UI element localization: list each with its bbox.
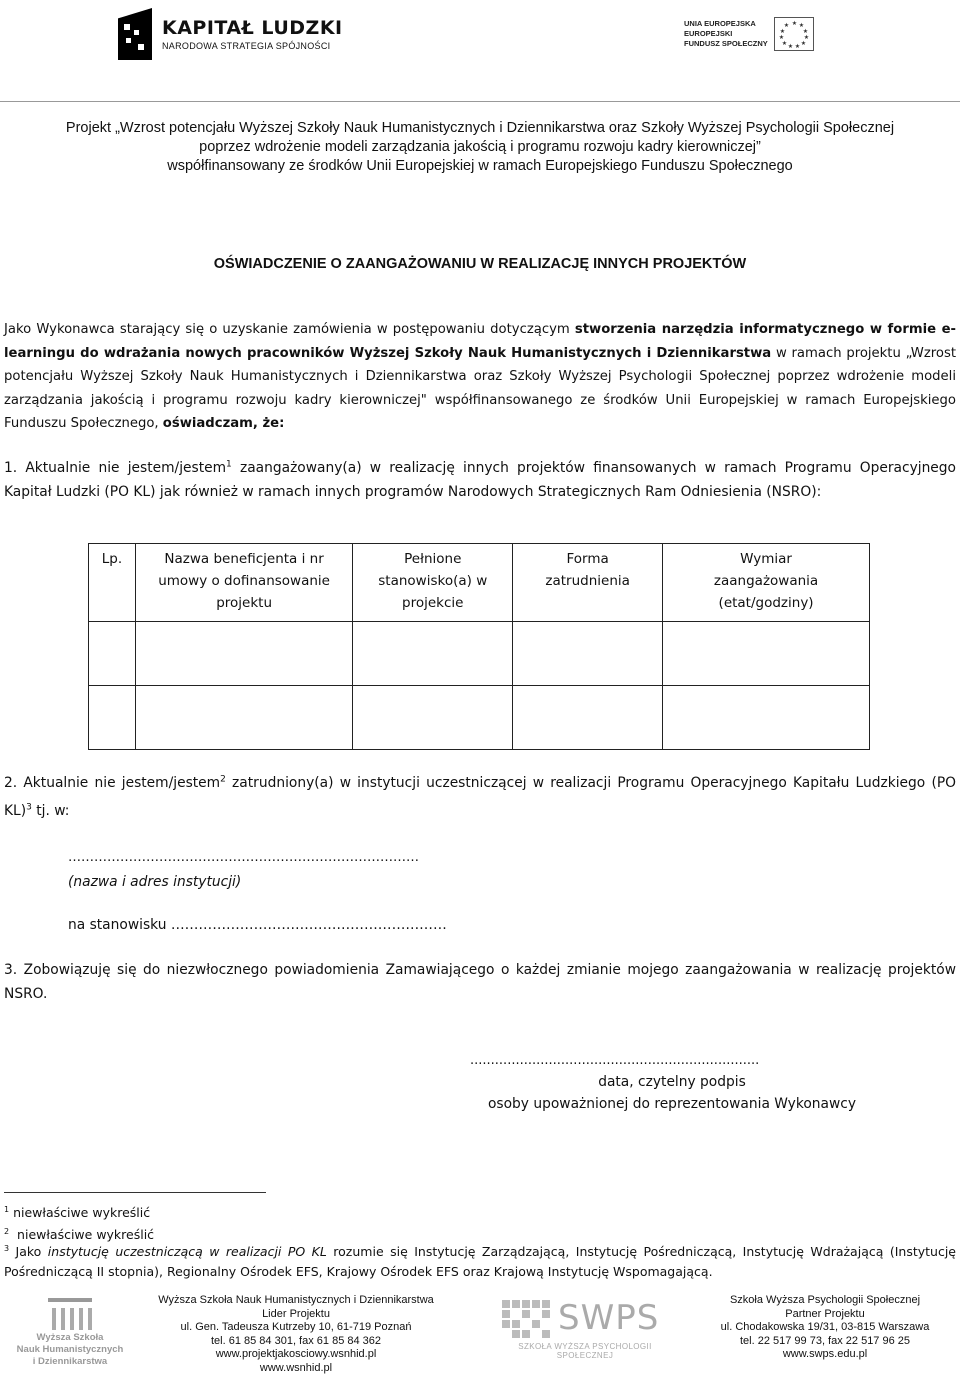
partner-phone: tel. 22 517 99 73, fax 22 517 96 25 <box>739 1334 911 1347</box>
leader-url[interactable]: www.wsnhid.pl <box>259 1361 333 1374</box>
institution-label: (nazwa i adres instytucji) <box>68 874 242 890</box>
table-cell[interactable] <box>513 622 663 686</box>
wsnhid-logo-line1: Wyższa Szkoła <box>36 1332 104 1343</box>
building-icon <box>48 1298 92 1328</box>
table-row <box>89 686 870 750</box>
footnote-3 <box>4 1242 956 1282</box>
intro-text-1: Jako Wykonawca starający się o uzyskanie zamówienia w postępowaniu dotyczącym <box>4 322 575 337</box>
signature-label-1: data, czytelny podpis <box>598 1074 746 1090</box>
swps-logo-word: SWPS <box>558 1298 660 1338</box>
eu-flag-icon: ★ ★ ★ ★ ★ ★ ★ ★ ★ ★ ★ <box>774 17 814 51</box>
footnote-3-number: 3 <box>4 1243 10 1253</box>
leader-phone: tel. 61 85 84 301, fax 61 85 84 362 <box>210 1334 382 1347</box>
ue-logo-line3: FUNDUSZ SPOŁECZNY <box>684 39 768 48</box>
swps-emblem-icon <box>502 1300 554 1338</box>
footnote-1-text: niewłaściwe wykreślić <box>13 1205 151 1220</box>
table-cell[interactable] <box>89 686 136 750</box>
project-header-line3: współfinansowany ze środków Unii Europejskiej w ramach Europejskiego Funduszu Społecznego <box>167 158 793 174</box>
table-cell[interactable] <box>513 686 663 750</box>
table-cell[interactable] <box>663 686 870 750</box>
col-header-position: Pełnione stanowisko(a) w projekcie <box>353 544 513 622</box>
leader-role: Lider Projektu <box>262 1307 330 1320</box>
point2-text-2: zatrudniony(a) w instytucji uczestniczącej w realizacji Programu Operacyjnego Kapitału Ludzkiego (PO KL) <box>4 775 957 819</box>
point-1 <box>4 457 956 504</box>
table-cell[interactable] <box>135 686 352 750</box>
project-header-line2: poprzez wdrożenie modeli zarządzania jakością i programu rozwoju kadry kierowniczej” <box>199 139 761 155</box>
footnote-1-number: 1 <box>4 1204 10 1214</box>
table-row <box>89 622 870 686</box>
table-cell[interactable] <box>663 622 870 686</box>
footer-partner-info <box>690 1294 960 1362</box>
point1-text-1: 1. Aktualnie nie jestem/jestem <box>4 460 227 476</box>
table-cell[interactable] <box>89 622 136 686</box>
intro-text-2: w ramach projektu „Wzrost potencjału Wyższej Szkoły Nauk Humanistycznych i Dziennikarstwa oraz Szkoły Wyższej Psychologii Społecznej poprzez wdrożenie modeli zarządzania jakością i programu rozwoju kadry kierowniczej" współfinansowanego ze środków Unii Europejskiej w ramach Europejskiego Funduszu Społecznego, <box>4 345 956 431</box>
kapital-ludzki-emblem-icon <box>118 8 152 60</box>
unia-europejska-logo <box>684 14 834 54</box>
table-header-row <box>89 544 870 622</box>
footnote-1 <box>4 1203 150 1223</box>
col-header-beneficiary: Nazwa beneficjenta i nr umowy o dofinansowanie projektu <box>135 544 352 622</box>
partner-url[interactable]: www.swps.edu.pl <box>782 1348 868 1360</box>
footnote-2-text: niewłaściwe wykreślić <box>17 1227 155 1242</box>
footnote-ref-3: 3 <box>26 802 32 813</box>
intro-paragraph <box>4 318 956 436</box>
leader-address: ul. Gen. Tadeusza Kutrzeby 10, 61-719 Poznań <box>180 1321 412 1333</box>
table-cell[interactable] <box>353 686 513 750</box>
col-header-engagement: Wymiar zaangażowania (etat/godziny) <box>663 544 870 622</box>
partner-role: Partner Projektu <box>785 1307 865 1320</box>
wsnhid-logo-line3: i Dziennikarstwa <box>32 1356 108 1367</box>
point2-text-3: tj. w: <box>31 803 70 819</box>
col-header-lp: Lp. <box>89 544 136 622</box>
signature-label-2: osoby upoważnionej do reprezentowania Wykonawcy <box>487 1096 857 1112</box>
ue-logo-line2: EUROPEJSKI <box>684 29 733 38</box>
kl-logo-subtitle: NARODOWA STRATEGIA SPÓJNOŚCI <box>162 41 331 51</box>
signature-line[interactable]: ...................................................................... <box>470 1053 760 1068</box>
table-cell[interactable] <box>353 622 513 686</box>
footnote-ref-1: 1 <box>226 459 232 470</box>
leader-project-url[interactable]: www.projektjakosciowy.wsnhid.pl <box>215 1348 377 1360</box>
project-header-line1: Projekt „Wzrost potencjału Wyższej Szkoły Nauk Humanistycznych i Dziennikarstwa oraz Szkoły Wyższej Psychologii Społecznej <box>65 120 895 136</box>
point-3: 3. Zobowiązuję się do niezwłocznego powiadomienia Zamawiającego o każdej zmianie mojego zaangażowania w realizację projektów NSRO. <box>4 962 956 1002</box>
footer-leader-info <box>136 1294 456 1375</box>
document-title: OŚWIADCZENIE O ZAANGAŻOWANIU W REALIZACJĘ INNYCH PROJEKTÓW <box>213 256 747 272</box>
swps-logo-subtitle: SZKOŁA WYŻSZA PSYCHOLOGII SPOŁECZNEJ <box>518 1342 652 1360</box>
point-2 <box>4 769 956 825</box>
partner-address: ul. Chodakowska 19/31, 03-815 Warszawa <box>720 1321 930 1333</box>
point1-text-2: zaangażowany(a) w realizację innych projektów finansowanych w ramach Programu Operacyjnego Kapitał Ludzki (PO KL) jak również w ramach innych programów Narodowych Strategicznych Ram Odniesienia (NSRO): <box>4 460 956 500</box>
wsnhid-logo-line2: Nauk Humanistycznych <box>16 1344 124 1355</box>
kapital-ludzki-logo <box>118 4 448 64</box>
footnote-3-italic: instytucję uczestniczącą w realizacji PO KL <box>47 1244 327 1259</box>
header-divider <box>0 101 960 102</box>
kl-logo-title: KAPITAŁ LUDZKI <box>162 17 343 39</box>
ue-logo-line1: UNIA EUROPEJSKA <box>684 19 756 28</box>
position-input-line[interactable]: na stanowisku …………………………………………………… <box>68 917 447 933</box>
footnote-2-number: 2 <box>4 1226 10 1236</box>
footnote-ref-2: 2 <box>220 774 226 785</box>
point2-text-1: 2. Aktualnie nie jestem/jestem <box>4 775 221 791</box>
projects-table <box>88 543 870 750</box>
wsnhid-logo <box>10 1296 130 1370</box>
intro-bold-1: stworzenia narzędzia informatycznego w formie e-learningu do wdrażania nowych pracowników Wyższej Szkoły Nauk Humanistycznych i Dziennikarstwa <box>4 322 956 361</box>
partner-name: Szkoła Wyższa Psychologii Społecznej <box>729 1294 921 1306</box>
footnote-3-text-2: rozumie się Instytucję Zarządzającą, Instytucję Pośredniczącą, Instytucję Wdrażającą (Instytucję Pośredniczącą II stopnia), Regionalny Ośrodek EFS, Krajowy Ośrodek EFS oraz Krajową Instytucję Wspomagającą. <box>4 1244 956 1279</box>
footnote-3-text-1: Jako <box>15 1244 48 1259</box>
leader-name: Wyższa Szkoła Nauk Humanistycznych i Dziennikarstwa <box>158 1294 434 1306</box>
project-header <box>0 119 960 176</box>
swps-logo <box>492 1298 678 1362</box>
table-cell[interactable] <box>135 622 352 686</box>
col-header-employment-form: Forma zatrudnienia <box>513 544 663 622</box>
institution-input-line[interactable]: ……………………………………………………………………… <box>68 850 419 865</box>
intro-bold-2: oświadczam, że: <box>162 416 285 431</box>
footnote-divider <box>4 1192 266 1193</box>
